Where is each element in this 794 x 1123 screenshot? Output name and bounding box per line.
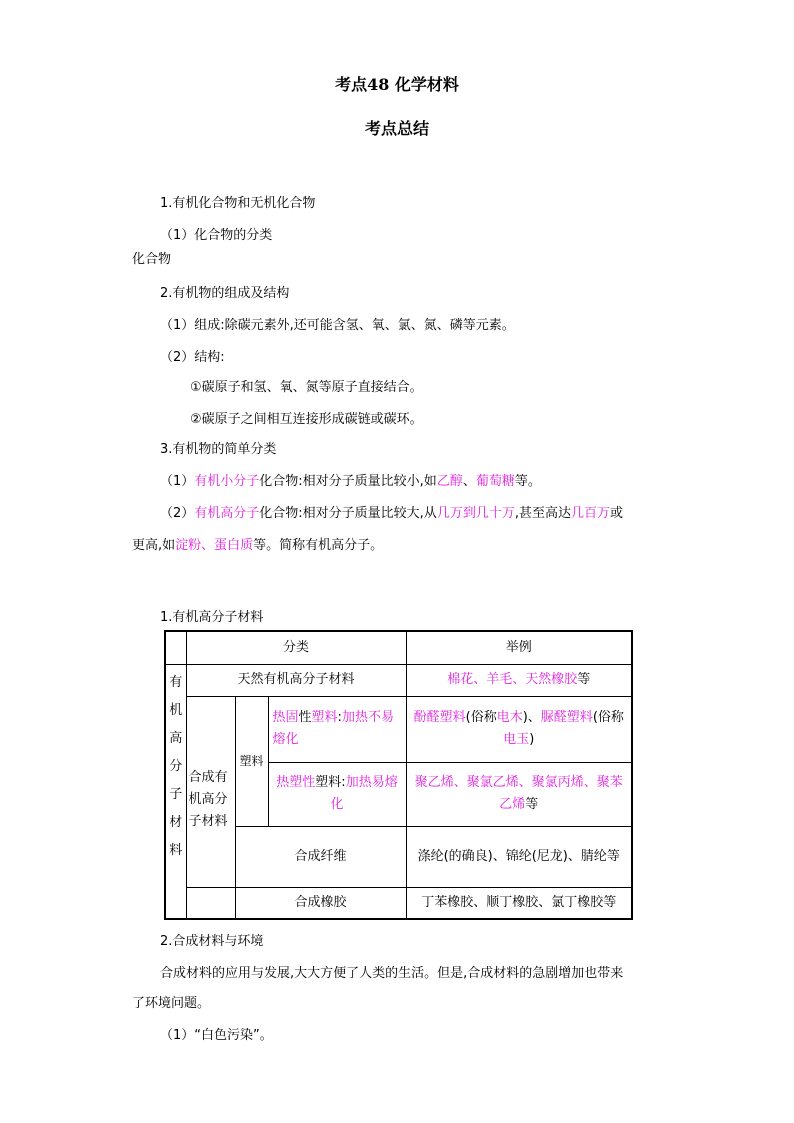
paragraph: （2）结构:: [160, 350, 225, 365]
text: 等。: [514, 474, 541, 489]
page-subtitle: 考点总结: [364, 119, 429, 138]
column-header: 举例: [406, 631, 632, 664]
highlight-text: 有机小分子: [194, 474, 260, 489]
table-cell: 天然有机高分子材料: [186, 664, 406, 696]
highlight-text: 热固: [272, 710, 299, 725]
paragraph: [132, 534, 383, 553]
paragraph: [160, 502, 623, 521]
paragraph: 了环境问题。: [132, 996, 211, 1011]
paragraph: （1）组成:除碳元素外,还可能含氢、氧、氯、氮、磷等元素。: [160, 318, 515, 333]
text: 塑料:: [315, 775, 346, 790]
paragraph: [160, 470, 541, 489]
text: ,甚至高达: [514, 506, 571, 521]
highlight-text: 加热不易熔化: [272, 710, 394, 747]
highlight-text: 塑料: [311, 710, 338, 725]
highlight-text: 有机高分子: [194, 506, 260, 521]
highlight-text: 热塑性: [276, 775, 316, 790]
table-cell: [406, 762, 632, 826]
table-row: [165, 887, 632, 919]
table-cell: 塑料: [235, 696, 268, 826]
paragraph: 合成材料的应用与发展,大大方便了人类的生活。但是,合成材料的急剧增加也带来: [160, 966, 624, 981]
highlight-text: 加热易熔化: [330, 775, 398, 812]
text: ): [529, 732, 535, 747]
text: （2）: [160, 506, 195, 521]
table-row: [165, 696, 632, 762]
column-header: 分类: [186, 631, 406, 664]
table-cell: 涤纶(的确良)、锦纶(尼龙)、腈纶等: [406, 826, 632, 887]
section-heading: 3.有机物的简单分类: [160, 442, 277, 457]
text: (俗称: [592, 710, 624, 725]
text: 、: [462, 474, 476, 489]
highlight-text: 电木: [496, 710, 523, 725]
highlight-text: 酚醛塑料: [413, 710, 466, 725]
section-heading: 1.有机高分子材料: [160, 610, 264, 625]
text: （1）: [160, 474, 195, 489]
table-cell: 合成橡胶: [235, 887, 406, 919]
table-row: [165, 631, 632, 664]
text: 化合物:相对分子质量比较小,如: [259, 474, 437, 489]
table-row: [165, 826, 632, 887]
table-cell: 合成有机高分子材料: [186, 696, 235, 887]
row-label: 有机高分子材料: [165, 664, 186, 919]
highlight-text: 葡萄糖: [475, 474, 515, 489]
text: 等: [577, 672, 591, 687]
materials-table: [164, 630, 633, 920]
list-item: ②碳原子之间相互连接形成碳链或碳环。: [190, 412, 423, 427]
table-cell: 合成纤维: [235, 826, 406, 887]
table-cell: [406, 664, 632, 696]
highlight-text: 棉花、羊毛、天然橡胶: [447, 672, 578, 687]
text: 性: [298, 710, 312, 725]
paragraph: 化合物: [132, 252, 172, 267]
list-item: ①碳原子和氢、氧、氮等原子直接结合。: [190, 380, 423, 395]
text: 化合物:相对分子质量比较大,从: [259, 506, 437, 521]
table-cell: [268, 762, 406, 826]
section-heading: 1.有机化合物和无机化合物: [160, 196, 316, 211]
list-item: （1）“白色污染”。: [160, 1028, 273, 1043]
highlight-text: 淀粉、蛋白质: [175, 538, 254, 553]
table-cell: 丁苯橡胶、顺丁橡胶、氯丁橡胶等: [406, 887, 632, 919]
text: 更高,如: [132, 538, 176, 553]
section-heading: 2.有机物的组成及结构: [160, 286, 290, 301]
highlight-text: 聚乙烯、聚氯乙烯、聚氯丙烯、聚苯乙烯: [414, 775, 623, 812]
highlight-text: 电玉: [503, 732, 530, 747]
text: (俗称: [465, 710, 497, 725]
highlight-text: 脲醛塑料: [540, 710, 593, 725]
table-row: [165, 664, 632, 696]
page-title: 考点48 化学材料: [335, 75, 459, 94]
table-cell: [165, 631, 186, 664]
table-cell: [406, 696, 632, 762]
text: )、: [522, 710, 541, 725]
text: 或: [609, 506, 623, 521]
text: 等。简称有机高分子。: [253, 538, 384, 553]
text: :: [337, 710, 342, 725]
highlight-text: 乙醇: [436, 474, 463, 489]
highlight-text: 几百万: [570, 506, 610, 521]
table-cell: [268, 696, 406, 762]
highlight-text: 几万到几十万: [436, 506, 515, 521]
table-cell: [186, 887, 235, 919]
text: 等: [525, 797, 539, 812]
paragraph: （1）化合物的分类: [160, 228, 273, 243]
section-heading: 2.合成材料与环境: [160, 934, 264, 949]
